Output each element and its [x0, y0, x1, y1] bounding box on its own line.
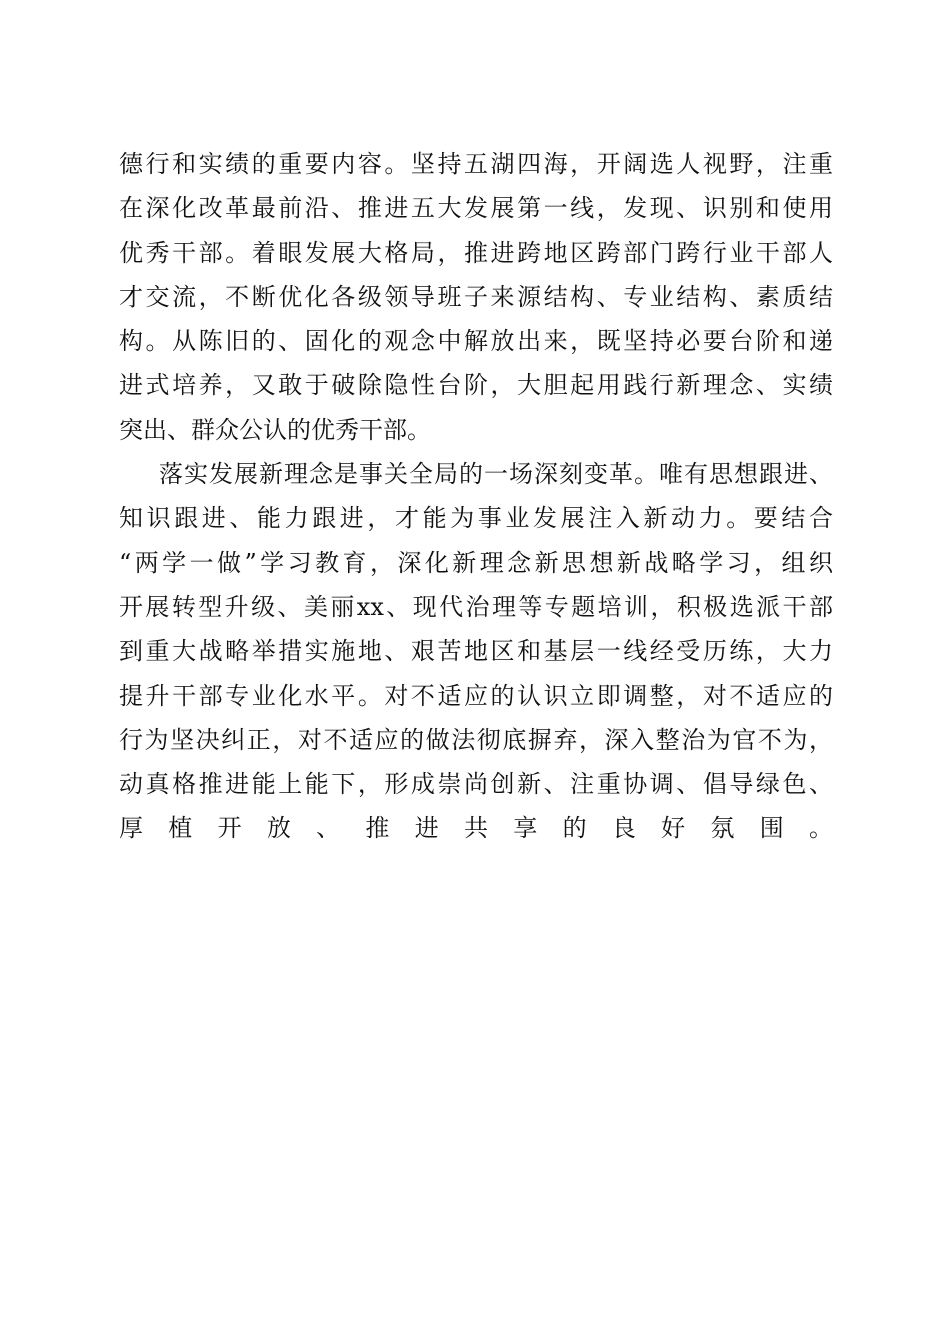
- text-line: 提升干部专业化水平。对不适应的认识立即调整，对不适应的: [119, 681, 833, 710]
- text-line: 构。从陈旧的、固化的观念中解放出来，既坚持必要台阶和递: [119, 327, 833, 356]
- text-line: 进式培养，又敢于破除隐性台阶，大胆起用践行新理念、实绩: [119, 371, 833, 400]
- text-line: [119, 851, 833, 895]
- text-line: 德行和实绩的重要内容。坚持五湖四海，开阔选人视野，注重: [119, 150, 833, 178]
- text-line: 在深化改革最前沿、推进五大发展第一线，发现、识别和使用: [119, 194, 833, 223]
- text-line: 行为坚决纠正，对不适应的做法彻底摒弃，深入整治为官不为，: [119, 725, 833, 754]
- text-line: “两学一做”学习教育，深化新理念新思想新战略学习，组织: [119, 548, 833, 577]
- document-body: [119, 142, 833, 895]
- text-line: 落实发展新理念是事关全局的一场深刻变革。唯有思想跟进、: [159, 460, 833, 489]
- text-line: 才交流，不断优化各级领导班子来源结构、专业结构、素质结: [119, 282, 833, 311]
- text-line: 到重大战略举措实施地、艰苦地区和基层一线经受历练，大力: [119, 637, 833, 666]
- paragraph-2: [119, 452, 833, 895]
- text-line: 开展转型升级、美丽xx、现代治理等专题培训，积极选派干部: [119, 592, 833, 621]
- paragraph-1: [119, 142, 833, 452]
- text-line: 厚植开放、推进共享的良好氛围。: [119, 814, 833, 843]
- text-line: 优秀干部。着眼发展大格局，推进跨地区跨部门跨行业干部人: [119, 238, 833, 267]
- text-line: 动真格推进能上能下，形成崇尚创新、注重协调、倡导绿色、: [119, 770, 833, 799]
- text-line: 突出、群众公认的优秀干部。: [119, 415, 431, 444]
- text-line: 知识跟进、能力跟进，才能为事业发展注入新动力。要结合: [119, 504, 833, 533]
